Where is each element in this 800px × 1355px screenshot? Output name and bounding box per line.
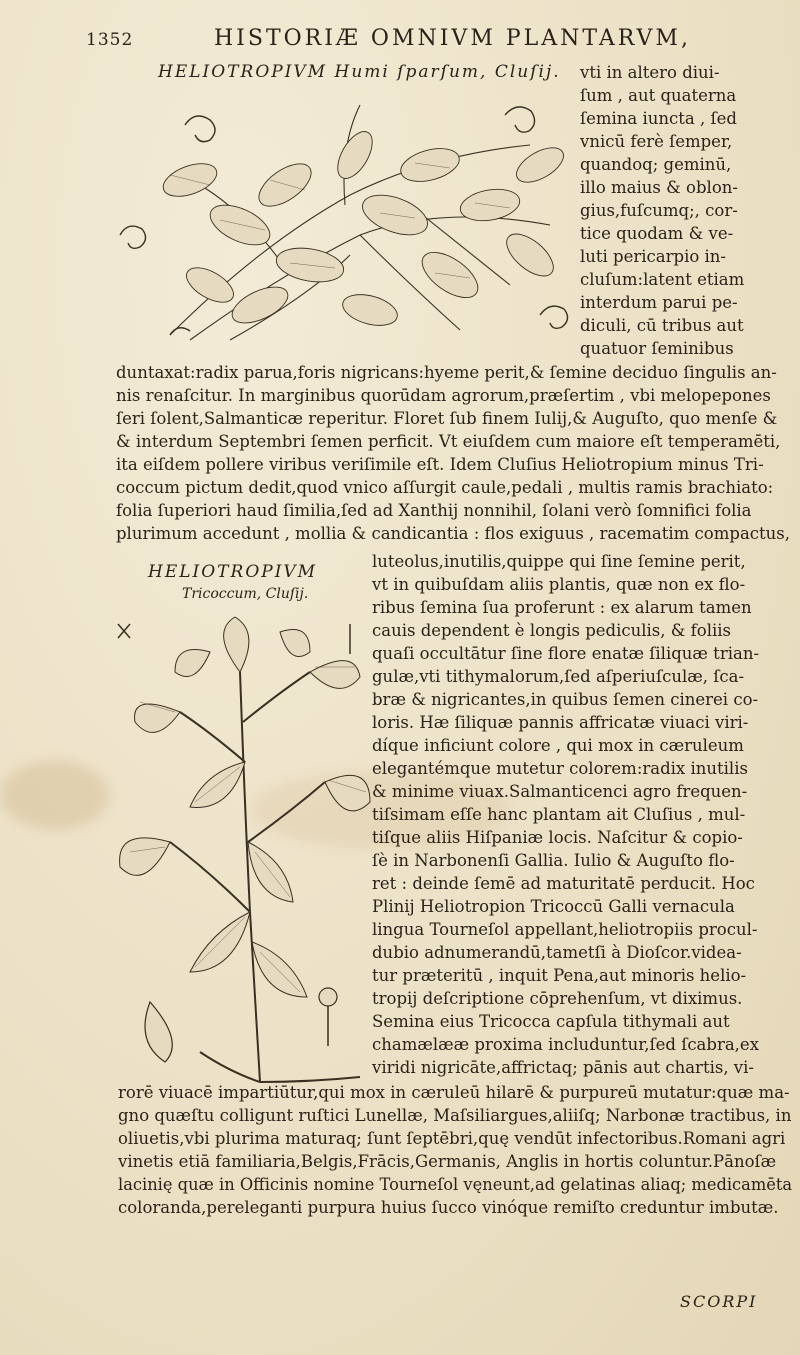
- running-head: HISTORIÆ OMNIVM PLANTARVM,: [214, 26, 691, 51]
- heliotrope-illustration-2: [110, 612, 375, 1092]
- text-line: coccum pictum dedit,quod vnico aſſurgit caule,pedali , multis ramis brachiato:: [116, 478, 774, 497]
- paper-stain: [0, 760, 110, 830]
- text-line: duntaxat:radix parua,foris nigricans:hyeme perit,& ſemine deciduo ſingulis an-: [116, 363, 777, 382]
- text-line: bræ & nigricantes,in quibus ſemen cinerei co-: [372, 690, 759, 709]
- text-line: vt in quibuſdam aliis plantis, quæ non ex flo-: [372, 575, 746, 594]
- text-line: ita eiſdem pollere viribus veriſimile eſt. Idem Cluſius Heliotropium minus Tri-: [116, 455, 764, 474]
- text-line: ret : deinde ſemē ad maturitatē perducit. Hoc: [372, 874, 755, 893]
- text-line: elegantémque mutetur colorem:radix inutilis: [372, 759, 748, 778]
- page-number: 1352: [86, 30, 134, 50]
- text-line: folia ſuperiori haud ſimilia,ſed ad Xanthij nonnihil, ſolani verò ſomnifici folia: [116, 501, 752, 520]
- text-line: quandoq; geminū,: [580, 155, 732, 174]
- text-line: luti pericarpio in-: [580, 247, 727, 266]
- text-line: díque inficiunt colore , qui mox in cæruleum: [372, 736, 744, 755]
- text-line: tiſsimam eſſe hanc plantam ait Cluſius , mul-: [372, 805, 746, 824]
- text-line: tur præteritū , inquit Pena,aut minoris helio-: [372, 966, 747, 985]
- text-line: cauis dependent è longis pediculis, & foliis: [372, 621, 732, 640]
- heliotrope-illustration-1: [110, 85, 580, 350]
- text-line: cluſum:latent etiam: [580, 270, 745, 289]
- text-line: coloranda,pereleganti purpura huius ſucco vinóque remiſto creduntur imbutæ.: [118, 1198, 779, 1217]
- text-line: oliuetis,vbi plurima maturaq; ſunt ſeptēbri,quę vendūt infectoribus.Romani agri: [118, 1129, 786, 1148]
- text-line: tice quodam & ve-: [580, 224, 734, 243]
- text-line: nis renaſcitur. In marginibus quorūdam agrorum,præſertim , vbi melopepones: [116, 386, 771, 405]
- text-line: & minime viuax.Salmanticenci agro frequen-: [372, 782, 748, 801]
- text-line: ſemina iuncta , ſed: [580, 109, 737, 128]
- text-line: tiſque aliis Hiſpaniæ locis. Naſcitur & copio-: [372, 828, 743, 847]
- text-line: illo maius & oblon-: [580, 178, 738, 197]
- text-line: ſum , aut quaterna: [580, 86, 737, 105]
- text-line: tropij deſcriptione cōprehenſum, vt diximus.: [372, 989, 743, 1008]
- text-line: quatuor ſeminibus: [580, 339, 734, 358]
- text-line: luteolus,inutilis,quippe qui ſine ſemine perit,: [372, 552, 746, 571]
- text-line: Semina eius Tricocca capſula tithymali aut: [372, 1012, 730, 1031]
- text-line: ſeri ſolent,Salmanticæ reperitur. Floret ſub finem Iulij,& Auguſto, quo menſe &: [116, 409, 778, 428]
- text-line: rorē viuacē impartiūtur,qui mox in cæruleū hilarē & purpureū mutatur:quæ ma-: [118, 1083, 790, 1102]
- text-line: viridi nigricāte,affrictaq; pānis aut chartis, vi-: [372, 1058, 754, 1077]
- text-line: lingua Tourneſol appellant,heliotropiis procul-: [372, 920, 758, 939]
- text-line: gius,fuſcumq;, cor-: [580, 201, 738, 220]
- text-line: & interdum Septembri ſemen perficit. Vt eiuſdem cum maiore eſt temperamēti,: [116, 432, 781, 451]
- figure2-caption-sub: Tricoccum, Cluſij.: [182, 586, 309, 602]
- catchword: SCORPI: [680, 1292, 758, 1311]
- text-line: plurimum accedunt , mollia & candicantia : flos exiguus , racematim compactus,: [116, 524, 790, 543]
- text-line: vinetis etiā familiaria,Belgis,Frācis,Germanis, Anglis in hortis coluntur.Pānoſæ: [118, 1152, 777, 1171]
- text-line: loris. Hæ ſiliquæ pannis affricatæ viuaci viri-: [372, 713, 749, 732]
- text-line: quaſi occultātur ſine flore enatæ ſiliquæ trian-: [372, 644, 760, 663]
- text-line: vnicū ferè ſemper,: [580, 132, 733, 151]
- text-line: gulæ,vti tithymalorum,ſed aſperiuſculæ, ſca-: [372, 667, 745, 686]
- text-line: gno quæſtu colligunt ruſtici Lunellæ, Maſsiliargues,aliiſq; Narbonæ tractibus, in: [118, 1106, 792, 1125]
- text-line: ribus ſemina ſua proferunt : ex alarum tamen: [372, 598, 752, 617]
- text-line: chamælææ proxima includuntur,ſed ſcabra,ex: [372, 1035, 760, 1054]
- text-line: lacinię quæ in Officinis nomine Tourneſol vęneunt,ad gelatinas aliaq; medicamēta: [118, 1175, 793, 1194]
- text-line: ſè in Narbonenſi Gallia. Iulio & Auguſto flo-: [372, 851, 735, 870]
- text-line: dubio adnumerandū,tametſi à Dioſcor.videa-: [372, 943, 742, 962]
- text-line: Plinij Heliotropion Tricoccū Galli vernacula: [372, 897, 735, 916]
- text-line: diculi, cū tribus aut: [580, 316, 744, 335]
- text-line: vti in altero diui-: [580, 63, 720, 82]
- figure2-caption: HELIOTROPIVM: [148, 562, 318, 582]
- figure1-caption: HELIOTROPIVM Humi ſparſum, Cluſij.: [158, 62, 561, 82]
- text-line: interdum parui pe-: [580, 293, 738, 312]
